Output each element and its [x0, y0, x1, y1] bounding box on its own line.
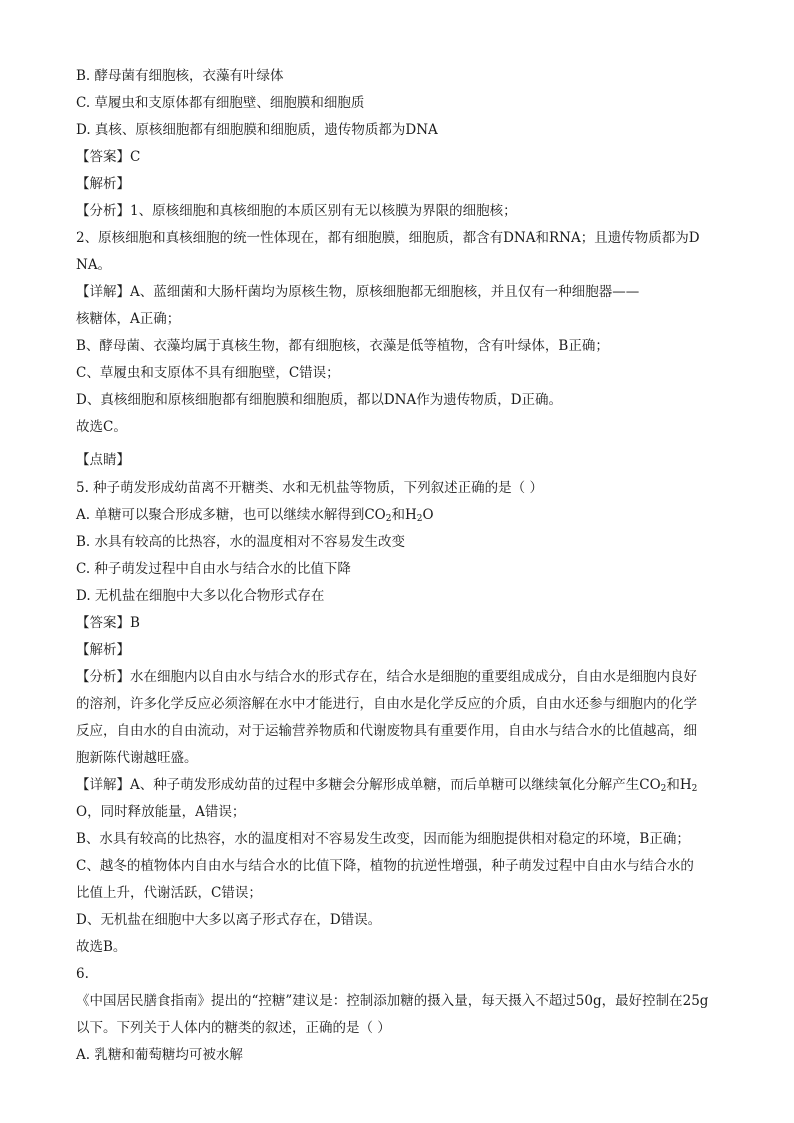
text-line: O，同时释放能量，A错误； — [76, 804, 246, 820]
text-line: D、真核细胞和原核细胞都有细胞膜和细胞质，都以DNA作为遗传物质，D正确。 — [76, 392, 563, 408]
text-line: C. 草履虫和支原体都有细胞壁、细胞膜和细胞质 — [76, 95, 365, 111]
text-line: D. 真核、原核细胞都有细胞膜和细胞质，遗传物质都为DNA — [76, 122, 438, 138]
question-5-option-b: B. 水具有较高的比热容，水的温度相对不容易发生改变 — [76, 534, 406, 550]
answer-label: 【答案】C — [76, 149, 141, 165]
text-line: C、越冬的植物体内自由水与结合水的比值下降，植物的抗逆性增强，种子萌发过程中自由水与结合水的 — [76, 858, 694, 874]
text-line: 【分析】水在细胞内以自由水与结合水的形式存在，结合水是细胞的重要组成成分，自由水是细胞内良好 — [76, 669, 697, 685]
question-5-option-c: C. 种子萌发过程中自由水与结合水的比值下降 — [76, 561, 351, 577]
answer-label: 【答案】B — [76, 615, 140, 631]
text-line: 2、原核细胞和真核细胞的统一性体现在，都有细胞膜，细胞质，都含有DNA和RNA；且遗传物质都为D — [76, 230, 700, 246]
question-6-stem: 《中国居民膳食指南》提出的“控糖”建议是：控制添加糖的摄入量，每天摄入不超过50g，最好控制在25g — [76, 993, 709, 1009]
question-5-option-a: A. 单糖可以聚合形成多糖，也可以继续水解得到$CO_2$和$H_2O$ — [76, 507, 434, 524]
text-line: 核糖体，A正确； — [76, 311, 181, 327]
text-line: D、无机盐在细胞中大多以离子形式存在，D错误。 — [76, 912, 382, 928]
question-5-option-d: D. 无机盐在细胞中大多以化合物形式存在 — [76, 588, 325, 604]
text-line: 的溶剂，许多化学反应必须溶解在水中才能进行，自由水是化学反应的介质，自由水还参与细胞内的化学 — [76, 696, 697, 712]
text-line: 【详解】A、蓝细菌和大肠杆菌均为原核生物，原核细胞都无细胞核，并且仅有一种细胞器—— — [76, 284, 640, 300]
question-6-number: 6. — [76, 966, 89, 982]
text-line: 故选B。 — [76, 939, 127, 955]
text-line: C、草履虫和支原体不具有细胞壁，C错误； — [76, 365, 340, 381]
text-line: 【分析】1、原核细胞和真核细胞的本质区别有无以核膜为界限的细胞核； — [76, 203, 517, 219]
text-line: B. 酵母菌有细胞核，衣藻有叶绿体 — [76, 68, 284, 84]
text-line: 胞新陈代谢越旺盛。 — [76, 750, 198, 766]
question-6-stem: 以下。下列关于人体内的糖类的叙述，正确的是（ ） — [76, 1020, 391, 1036]
comment-label: 【点睛】 — [76, 452, 130, 468]
text-line: NA。 — [76, 257, 112, 273]
text-line: B、水具有较高的比热容，水的温度相对不容易发生改变，因而能为细胞提供相对稳定的环境，B正确； — [76, 831, 690, 847]
text-line: 故选C。 — [76, 419, 127, 435]
text-line: 反应，自由水的自由流动，对于运输营养物质和代谢废物具有重要作用，自由水与结合水的比值越高，细 — [76, 723, 697, 739]
text-line: B、酵母菌、衣藻均属于真核生物，都有细胞核，衣藻是低等植物，含有叶绿体，B正确； — [76, 338, 609, 354]
question-5-stem: 5. 种子萌发形成幼苗离不开糖类、水和无机盐等物质，下列叙述正确的是（ ） — [76, 480, 543, 496]
analysis-label: 【解析】 — [76, 642, 130, 658]
detail-line: 【详解】A、种子萌发形成幼苗的过程中多糖会分解形成单糖，而后单糖可以继续氧化分解产生$CO_2$和$H_2$ — [76, 777, 698, 794]
analysis-label: 【解析】 — [76, 176, 130, 192]
question-6-option-a: A. 乳糖和葡萄糖均可被水解 — [76, 1047, 243, 1063]
text-line: 比值上升，代谢活跃，C错误； — [76, 885, 262, 901]
